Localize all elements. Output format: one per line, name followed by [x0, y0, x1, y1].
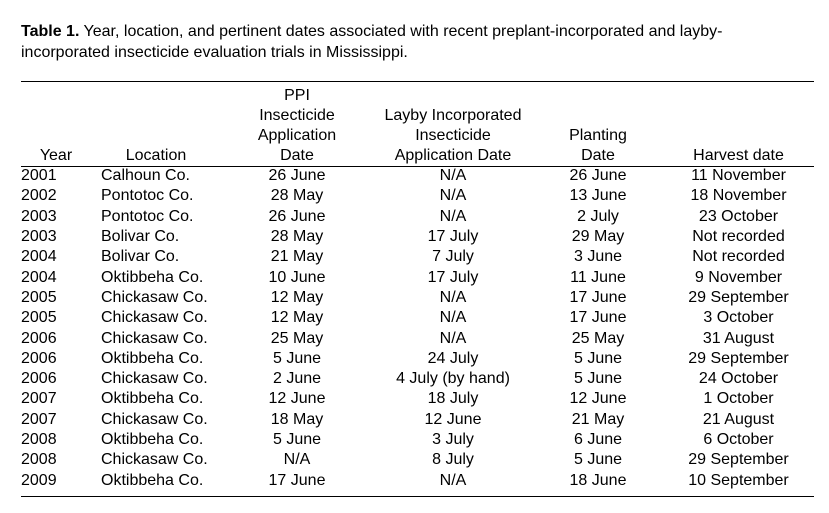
- cell-ppi-date: 28 May: [270, 228, 324, 246]
- header-ppi-line: Date: [280, 147, 314, 164]
- cell-harvest-date: 18 November: [690, 187, 787, 205]
- cell-planting-date: 29 May: [571, 228, 625, 246]
- cell-layby-date: 17 July: [427, 228, 479, 246]
- cell-location: Oktibbeha Co.: [101, 471, 204, 489]
- cell-planting-date: 18 June: [569, 471, 627, 489]
- cell-year: 2002: [21, 187, 57, 205]
- table-caption: [21, 21, 811, 63]
- cell-location: Bolivar Co.: [101, 248, 180, 266]
- cell-harvest-date: 23 October: [698, 207, 779, 225]
- table-row: [21, 369, 822, 389]
- cell-layby-date: 4 July (by hand): [396, 370, 510, 388]
- cell-planting-date: 11 June: [570, 268, 626, 286]
- header-ppi-date: [229, 84, 365, 166]
- cell-year: 2004: [21, 268, 57, 286]
- cell-location: Chickasaw Co.: [101, 451, 208, 469]
- header-planting-date: [541, 84, 655, 166]
- cell-location: Chickasaw Co.: [101, 370, 208, 388]
- cell-planting-date: 3 June: [573, 248, 623, 266]
- header-location: Location: [125, 147, 187, 164]
- cell-location: Oktibbeha Co.: [101, 268, 204, 286]
- table-bottom-rule: [21, 496, 814, 497]
- table-row: [21, 430, 822, 450]
- cell-year: 2009: [21, 471, 57, 489]
- table-row: [21, 450, 822, 470]
- cell-layby-date: N/A: [439, 187, 467, 205]
- cell-year: 2008: [21, 431, 57, 448]
- cell-harvest-date: 24 October: [698, 370, 779, 388]
- cell-layby-date: 12 June: [424, 410, 482, 428]
- caption-text: Year, location, and pertinent dates associated with recent preplant-incorporated and layby-incorporated insecticide evaluation trials in Mississippi.: [21, 23, 723, 61]
- cell-location: Oktibbeha Co.: [101, 349, 204, 367]
- cell-ppi-date: 28 May: [270, 187, 324, 205]
- cell-year: 2005: [21, 309, 57, 327]
- cell-layby-date: N/A: [439, 207, 467, 225]
- cell-layby-date: N/A: [439, 471, 467, 489]
- cell-layby-date: N/A: [439, 288, 467, 306]
- cell-year: 2005: [21, 288, 57, 306]
- header-layby-line: Layby Incorporated: [384, 107, 522, 124]
- header-planting-line: Planting: [569, 127, 627, 144]
- cell-ppi-date: 21 May: [270, 248, 324, 266]
- table-header-row: [21, 84, 822, 166]
- table-row: [21, 389, 822, 409]
- cell-harvest-date: 21 August: [702, 410, 775, 428]
- cell-ppi-date: 18 May: [270, 410, 324, 428]
- cell-location: Chickasaw Co.: [101, 288, 208, 306]
- cell-ppi-date: 25 May: [270, 329, 324, 347]
- cell-layby-date: 18 July: [427, 390, 479, 408]
- cell-harvest-date: 31 August: [702, 329, 775, 347]
- cell-ppi-date: 5 June: [272, 431, 322, 448]
- cell-location: Oktibbeha Co.: [101, 431, 204, 448]
- table-row: [21, 470, 822, 490]
- cell-year: 2007: [21, 410, 57, 428]
- cell-year: 2003: [21, 207, 57, 225]
- cell-harvest-date: 10 September: [688, 471, 789, 489]
- cell-ppi-date: 26 June: [268, 167, 326, 185]
- caption-label: Table 1.: [21, 23, 80, 40]
- cell-planting-date: 5 June: [573, 349, 623, 367]
- cell-planting-date: 5 June: [573, 451, 623, 469]
- cell-ppi-date: 12 June: [268, 390, 326, 408]
- cell-layby-date: N/A: [439, 309, 467, 327]
- cell-ppi-date: 12 May: [270, 288, 324, 306]
- cell-planting-date: 21 May: [571, 410, 625, 428]
- header-harvest-date: Harvest date: [693, 147, 784, 164]
- table-row: [21, 247, 822, 267]
- cell-location: Chickasaw Co.: [101, 329, 208, 347]
- cell-year: 2006: [21, 349, 57, 367]
- cell-harvest-date: 29 September: [688, 451, 789, 469]
- cell-ppi-date: 5 June: [272, 349, 322, 367]
- header-ppi-line: Insecticide: [259, 107, 335, 124]
- cell-harvest-date: 6 October: [703, 431, 774, 448]
- cell-location: Bolivar Co.: [101, 228, 180, 246]
- table-row: [21, 288, 822, 308]
- table-row: [21, 227, 822, 247]
- cell-harvest-date: 29 September: [688, 349, 789, 367]
- cell-layby-date: 8 July: [432, 451, 474, 469]
- header-ppi-line: Application: [257, 127, 337, 144]
- cell-year: 2007: [21, 390, 57, 408]
- cell-ppi-date: 10 June: [268, 268, 326, 286]
- cell-planting-date: 26 June: [569, 167, 627, 185]
- table-row: [21, 186, 822, 206]
- table-row: [21, 166, 822, 186]
- cell-year: 2006: [21, 370, 57, 388]
- cell-layby-date: N/A: [439, 329, 467, 347]
- table-row: [21, 308, 822, 328]
- cell-planting-date: 13 June: [569, 187, 627, 205]
- cell-ppi-date: N/A: [283, 451, 311, 469]
- cell-ppi-date: 26 June: [268, 207, 326, 225]
- header-layby-line: Insecticide: [415, 127, 491, 144]
- table-row: [21, 410, 822, 430]
- cell-harvest-date: Not recorded: [692, 248, 785, 266]
- table-row: [21, 328, 822, 348]
- cell-layby-date: 24 July: [427, 349, 479, 367]
- cell-harvest-date: 9 November: [694, 268, 783, 286]
- header-layby-date: [365, 84, 541, 166]
- cell-planting-date: 6 June: [573, 431, 623, 448]
- cell-year: 2006: [21, 329, 57, 347]
- cell-location: Chickasaw Co.: [101, 410, 208, 428]
- cell-layby-date: 17 July: [427, 268, 479, 286]
- cell-layby-date: 3 July: [432, 431, 474, 448]
- cell-location: Chickasaw Co.: [101, 309, 208, 327]
- cell-planting-date: 17 June: [569, 309, 627, 327]
- cell-harvest-date: 11 November: [691, 167, 786, 185]
- cell-harvest-date: 29 September: [688, 288, 789, 306]
- cell-location: Calhoun Co.: [101, 167, 190, 185]
- cell-ppi-date: 2 June: [272, 370, 322, 388]
- table-body: [21, 166, 822, 491]
- cell-location: Oktibbeha Co.: [101, 390, 204, 408]
- header-year: Year: [39, 147, 73, 164]
- cell-harvest-date: 1 October: [703, 390, 774, 408]
- cell-layby-date: 7 July: [432, 248, 474, 266]
- table-row: [21, 267, 822, 287]
- cell-planting-date: 2 July: [577, 207, 619, 225]
- cell-ppi-date: 17 June: [268, 471, 326, 489]
- cell-planting-date: 17 June: [569, 288, 627, 306]
- header-ppi-line: PPI: [284, 87, 310, 104]
- cell-year: 2003: [21, 228, 57, 246]
- cell-harvest-date: Not recorded: [692, 228, 785, 246]
- table-row: [21, 207, 822, 227]
- cell-year: 2008: [21, 451, 57, 469]
- header-planting-line: Date: [581, 147, 615, 164]
- cell-location: Pontotoc Co.: [101, 187, 194, 205]
- cell-planting-date: 25 May: [571, 329, 625, 347]
- cell-planting-date: 12 June: [569, 390, 627, 408]
- cell-harvest-date: 3 October: [703, 309, 774, 327]
- header-layby-line: Application Date: [394, 147, 512, 164]
- trials-table: [21, 84, 822, 491]
- cell-year: 2004: [21, 248, 57, 266]
- cell-year: 2001: [21, 167, 57, 185]
- table-top-rule: [21, 81, 814, 82]
- table-row: [21, 349, 822, 369]
- cell-layby-date: N/A: [439, 167, 467, 185]
- cell-location: Pontotoc Co.: [101, 207, 194, 225]
- cell-ppi-date: 12 May: [270, 309, 324, 327]
- cell-planting-date: 5 June: [573, 370, 623, 388]
